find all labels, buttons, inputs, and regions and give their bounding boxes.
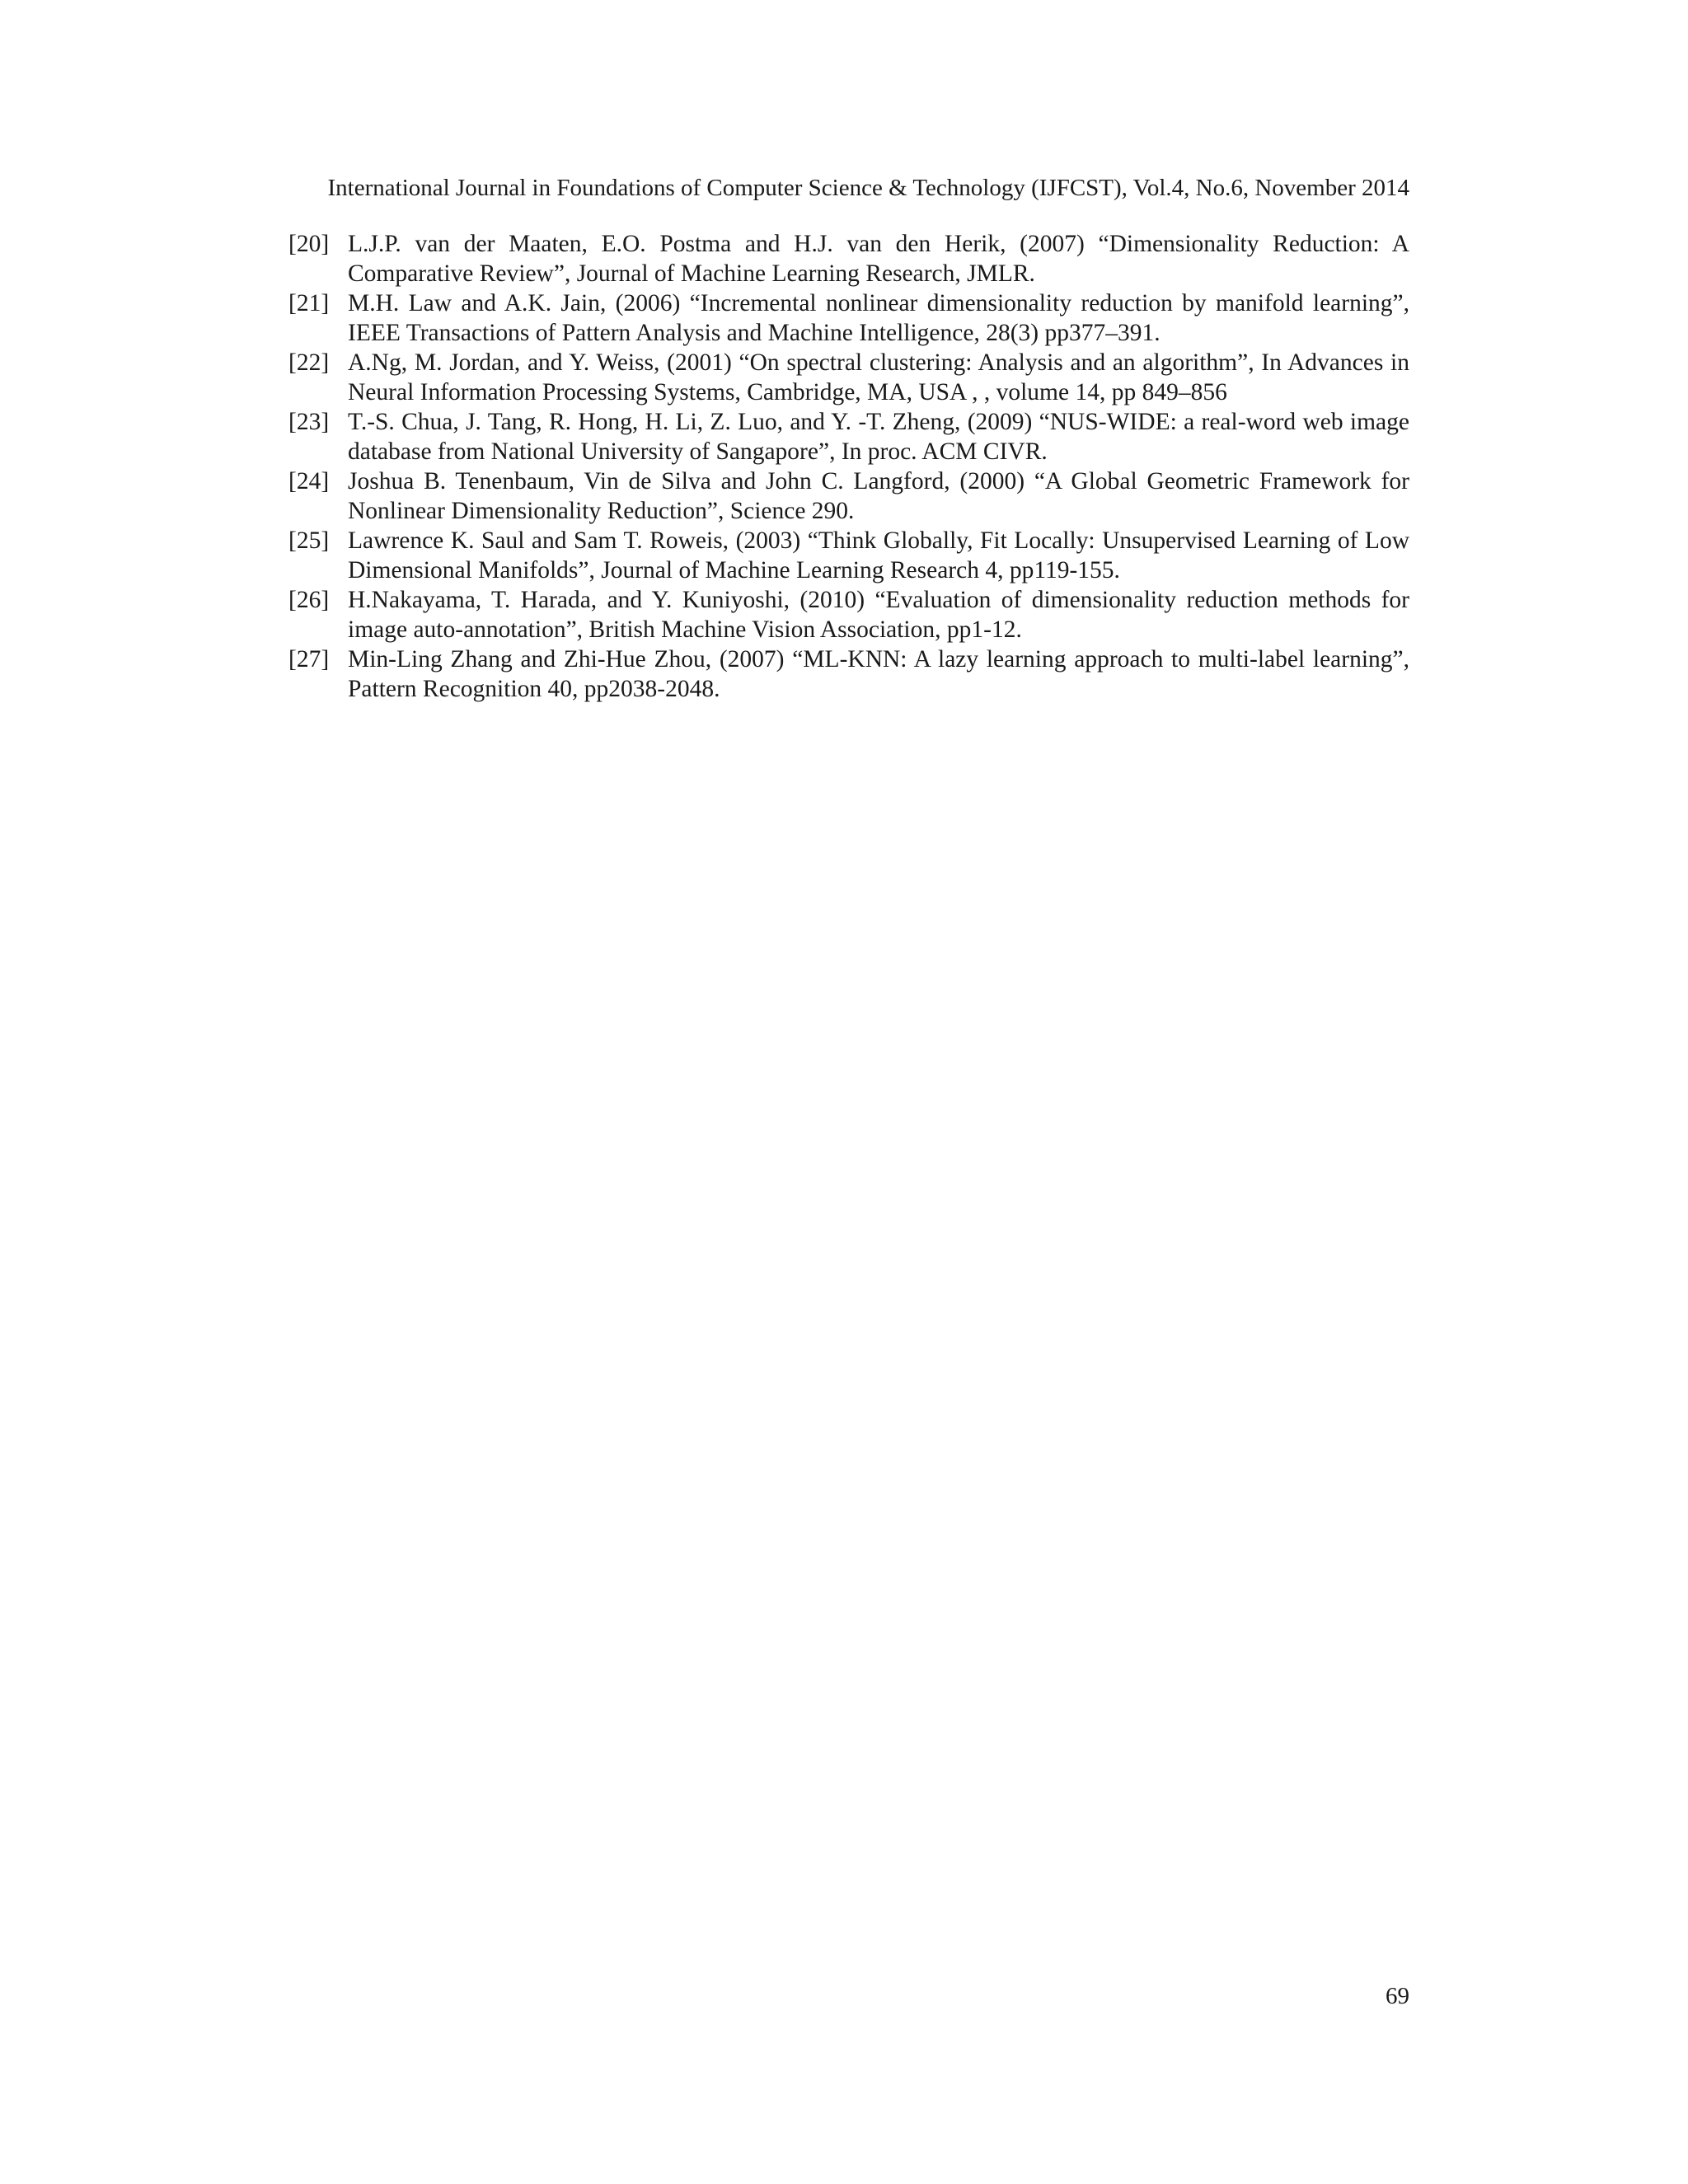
running-header: International Journal in Foundations of Computer Science & Technology (IJFCST), Vol.4, No.6, November 2014 <box>327 175 1409 201</box>
reference-item <box>288 585 1409 644</box>
reference-text: Lawrence K. Saul and Sam T. Roweis, (2003) “Think Globally, Fit Locally: Unsupervised Learning of Low Dimensional Manifolds”, Journal of Machine Learning Research 4, pp119-155. <box>348 527 1409 583</box>
reference-item <box>288 229 1409 288</box>
page-number: 69 <box>1386 1983 1409 2009</box>
reference-number: [25] <box>288 527 330 554</box>
reference-number: [22] <box>288 349 330 376</box>
reference-number: [21] <box>288 290 330 316</box>
reference-number: [23] <box>288 409 330 435</box>
reference-item <box>288 466 1409 526</box>
reference-text: Min-Ling Zhang and Zhi-Hue Zhou, (2007) “ML-KNN: A lazy learning approach to multi-label learning”, Pattern Recognition 40, pp2038-2048. <box>348 646 1409 702</box>
reference-item <box>288 526 1409 585</box>
reference-item <box>288 407 1409 466</box>
reference-text: A.Ng, M. Jordan, and Y. Weiss, (2001) “On spectral clustering: Analysis and an algorithm”, In Advances in Neural Information Processing Systems, Cambridge, MA, USA , , volume 14, pp 849–856 <box>348 349 1409 405</box>
reference-number: [20] <box>288 231 330 257</box>
reference-number: [26] <box>288 587 330 613</box>
reference-item <box>288 348 1409 407</box>
reference-text: M.H. Law and A.K. Jain, (2006) “Incremental nonlinear dimensionality reduction by manifold learning”, IEEE Transactions of Pattern Analysis and Machine Intelligence, 28(3) pp377–391. <box>348 290 1409 346</box>
reference-text: H.Nakayama, T. Harada, and Y. Kuniyoshi, (2010) “Evaluation of dimensionality reduction methods for image auto-annotation”, British Machine Vision Association, pp1-12. <box>348 587 1409 643</box>
reference-item <box>288 644 1409 704</box>
reference-item <box>288 288 1409 348</box>
reference-number: [24] <box>288 468 330 494</box>
reference-number: [27] <box>288 646 330 673</box>
reference-list <box>288 229 1409 704</box>
reference-text: L.J.P. van der Maaten, E.O. Postma and H.J. van den Herik, (2007) “Dimensionality Reduction: A Comparative Review”, Journal of Machine Learning Research, JMLR. <box>348 231 1409 287</box>
reference-text: T.-S. Chua, J. Tang, R. Hong, H. Li, Z. Luo, and Y. -T. Zheng, (2009) “NUS-WIDE: a real-word web image database from National University of Sangapore”, In proc. ACM CIVR. <box>348 409 1409 465</box>
reference-text: Joshua B. Tenenbaum, Vin de Silva and John C. Langford, (2000) “A Global Geometric Framework for Nonlinear Dimensionality Reduction”, Science 290. <box>348 468 1409 524</box>
